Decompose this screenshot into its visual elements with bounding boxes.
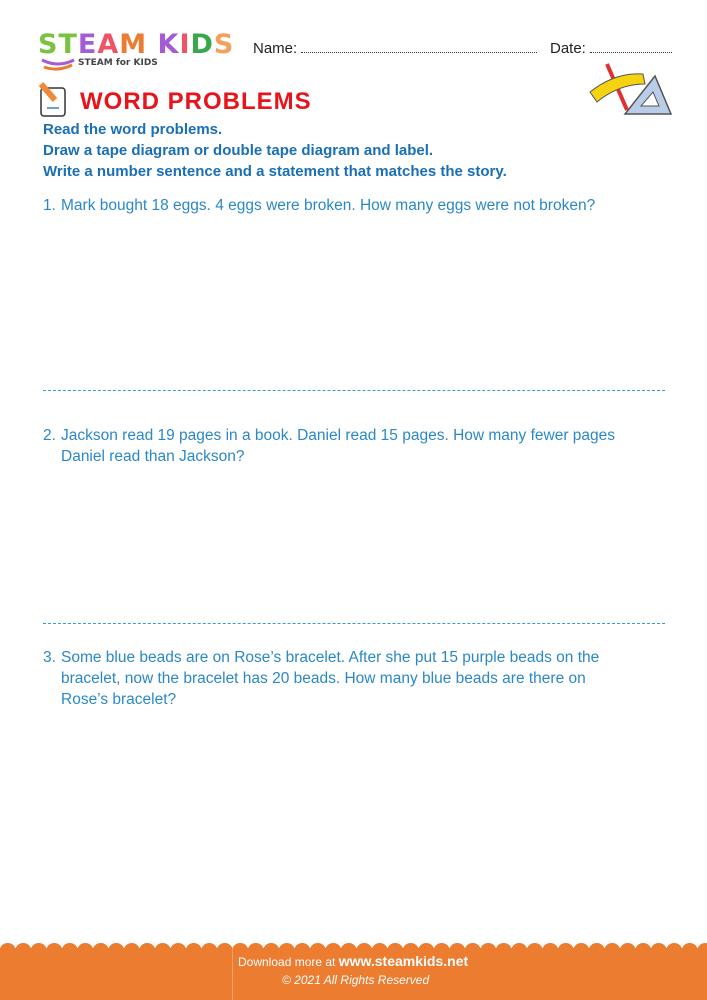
- date-line[interactable]: [590, 40, 672, 53]
- footer-download: [238, 953, 468, 969]
- instruction-line: Draw a tape diagram or double tape diagram and label.: [43, 142, 434, 159]
- website-link[interactable]: www.steamkids.net: [338, 953, 469, 969]
- logo-letter: K: [157, 29, 180, 60]
- question-2: [43, 425, 673, 467]
- instruction-line: Read the word problems.: [43, 121, 223, 138]
- logo-letter: I: [179, 29, 191, 60]
- logo-letter: D: [190, 29, 214, 60]
- steam-kids-logo: [38, 30, 234, 60]
- question-text: Rose’s bracelet?: [61, 691, 177, 708]
- logo-letter: E: [77, 29, 98, 60]
- date-label: Date:: [550, 40, 586, 57]
- logo-letter: M: [119, 29, 148, 60]
- question-text: Jackson read 19 pages in a book. Daniel read 15 pages. How many fewer pages: [61, 427, 616, 444]
- date-field[interactable]: [550, 40, 672, 57]
- logo-letter: A: [97, 29, 120, 60]
- logo-letter: T: [58, 29, 78, 60]
- question-text: Daniel read than Jackson?: [61, 448, 245, 465]
- logo-letter: S: [213, 29, 235, 60]
- question-number: 3.: [43, 649, 56, 666]
- question-text: Some blue beads are on Rose’s bracelet. After she put 15 purple beads on the: [61, 649, 600, 666]
- scroll-pencil-icon: [37, 82, 69, 118]
- divider: [43, 623, 665, 624]
- instruction-line: Write a number sentence and a statement that matches the story.: [43, 163, 507, 180]
- name-label: Name:: [253, 40, 298, 57]
- question-text: bracelet, now the bracelet has 20 beads. How many blue beads are there on: [61, 670, 586, 687]
- logo-letter: [147, 30, 157, 60]
- name-field[interactable]: [253, 40, 537, 57]
- question-1: [43, 195, 673, 216]
- copyright: © 2021 All Rights Reserved: [282, 973, 430, 987]
- page-title: WORD PROBLEMS: [80, 88, 312, 115]
- question-text: Mark bought 18 eggs. 4 eggs were broken. How many eggs were not broken?: [61, 197, 596, 214]
- footer-divider: [232, 948, 233, 1000]
- logo-subtitle: STEAM for KIDS: [78, 58, 158, 68]
- logo-letter: S: [38, 29, 59, 60]
- question-number: 1.: [43, 197, 56, 214]
- download-text: Download more at: [238, 955, 336, 969]
- divider: [43, 390, 665, 391]
- question-number: 2.: [43, 427, 56, 444]
- name-line[interactable]: [301, 40, 537, 53]
- question-3: [43, 647, 673, 710]
- logo-swoosh-icon: [40, 58, 76, 72]
- ruler-pencil-icon: [585, 62, 673, 116]
